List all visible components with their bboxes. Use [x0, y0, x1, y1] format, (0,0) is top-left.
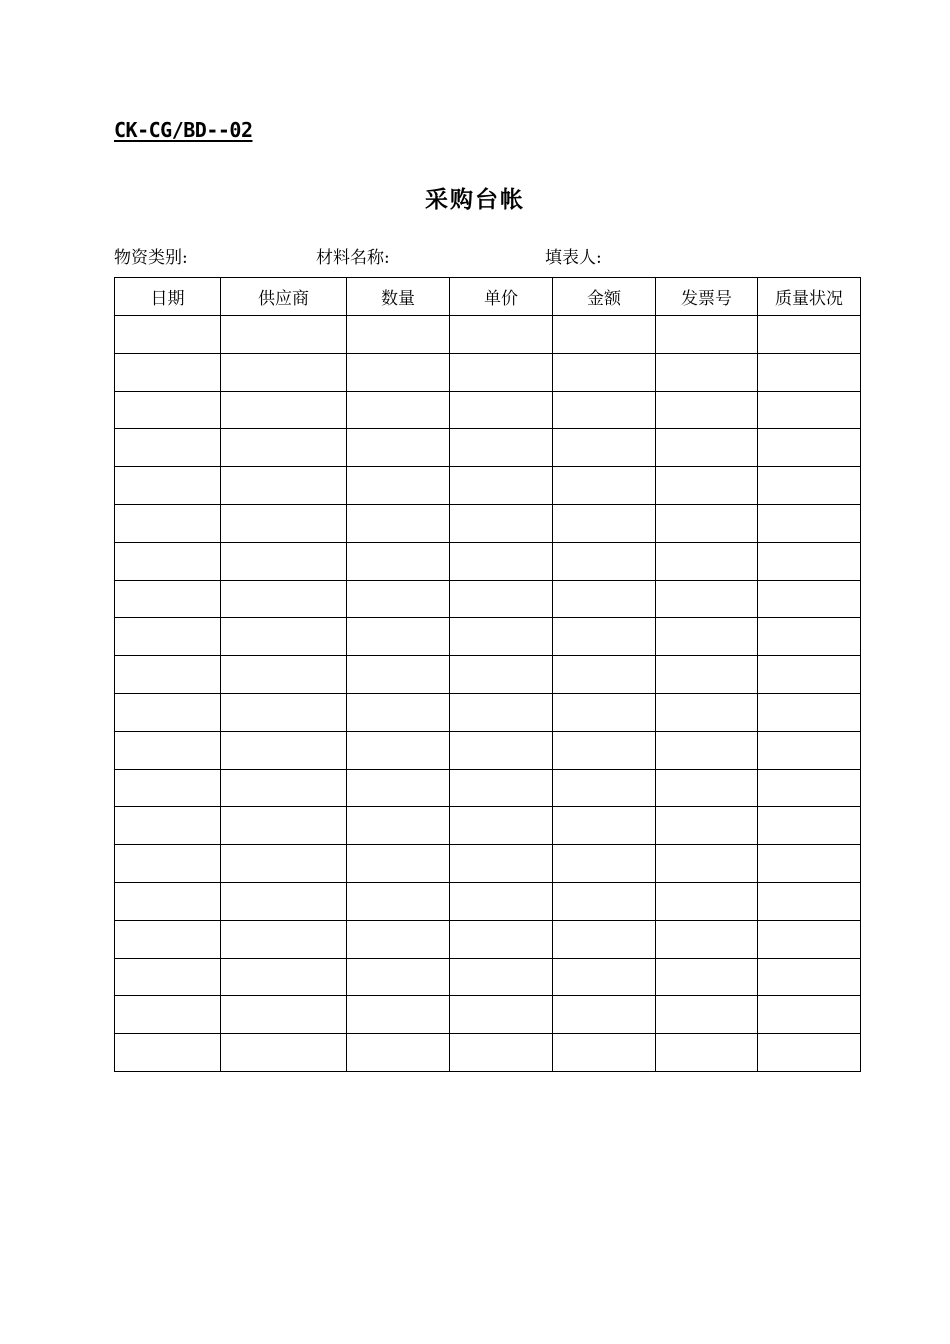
date-cell[interactable]	[115, 958, 221, 996]
purchase-ledger-table	[114, 277, 861, 1072]
quality-status-cell[interactable]	[758, 316, 861, 354]
quantity-cell[interactable]	[347, 580, 450, 618]
quality-status-cell[interactable]	[758, 656, 861, 694]
quantity-cell[interactable]	[347, 656, 450, 694]
date-cell[interactable]	[115, 353, 221, 391]
quality-status-cell[interactable]	[758, 882, 861, 920]
unit-price-cell[interactable]	[450, 618, 553, 656]
amount-cell[interactable]	[553, 580, 656, 618]
quantity-cell[interactable]	[347, 693, 450, 731]
date-cell[interactable]	[115, 316, 221, 354]
table-body	[115, 316, 861, 1072]
date-cell[interactable]	[115, 996, 221, 1034]
column-header-supplier: 供应商	[221, 278, 347, 316]
invoice-number-cell[interactable]	[656, 353, 758, 391]
quantity-cell[interactable]	[347, 958, 450, 996]
date-cell[interactable]	[115, 807, 221, 845]
amount-cell[interactable]	[553, 920, 656, 958]
date-cell[interactable]	[115, 845, 221, 883]
date-cell[interactable]	[115, 391, 221, 429]
amount-cell[interactable]	[553, 731, 656, 769]
quantity-cell[interactable]	[347, 769, 450, 807]
quantity-cell[interactable]	[347, 845, 450, 883]
amount-cell[interactable]	[553, 353, 656, 391]
table-row	[115, 429, 861, 467]
invoice-number-cell[interactable]	[656, 693, 758, 731]
amount-cell[interactable]	[553, 882, 656, 920]
unit-price-cell[interactable]	[450, 882, 553, 920]
quality-status-cell[interactable]	[758, 542, 861, 580]
date-cell[interactable]	[115, 467, 221, 505]
table-row	[115, 391, 861, 429]
unit-price-cell[interactable]	[450, 429, 553, 467]
invoice-number-cell[interactable]	[656, 731, 758, 769]
invoice-number-cell[interactable]	[656, 958, 758, 996]
column-header-invoice-number: 发票号	[656, 278, 758, 316]
date-cell[interactable]	[115, 920, 221, 958]
unit-price-cell[interactable]	[450, 958, 553, 996]
invoice-number-cell[interactable]	[656, 580, 758, 618]
supplier-cell[interactable]	[221, 958, 347, 996]
amount-cell[interactable]	[553, 467, 656, 505]
table-row	[115, 769, 861, 807]
supplier-cell[interactable]	[221, 467, 347, 505]
amount-cell[interactable]	[553, 996, 656, 1034]
invoice-number-cell[interactable]	[656, 845, 758, 883]
invoice-number-cell[interactable]	[656, 504, 758, 542]
invoice-number-cell[interactable]	[656, 542, 758, 580]
quality-status-cell[interactable]	[758, 1034, 861, 1072]
amount-cell[interactable]	[553, 656, 656, 694]
date-cell[interactable]	[115, 693, 221, 731]
supplier-cell[interactable]	[221, 580, 347, 618]
unit-price-cell[interactable]	[450, 920, 553, 958]
date-cell[interactable]	[115, 542, 221, 580]
table-row	[115, 656, 861, 694]
unit-price-cell[interactable]	[450, 391, 553, 429]
table-row	[115, 580, 861, 618]
invoice-number-cell[interactable]	[656, 807, 758, 845]
quality-status-cell[interactable]	[758, 467, 861, 505]
quality-status-cell[interactable]	[758, 845, 861, 883]
unit-price-cell[interactable]	[450, 769, 553, 807]
supplier-cell[interactable]	[221, 731, 347, 769]
invoice-number-cell[interactable]	[656, 996, 758, 1034]
column-header-amount: 金额	[553, 278, 656, 316]
quantity-cell[interactable]	[347, 542, 450, 580]
amount-cell[interactable]	[553, 807, 656, 845]
quality-status-cell[interactable]	[758, 391, 861, 429]
table-row	[115, 353, 861, 391]
invoice-number-cell[interactable]	[656, 467, 758, 505]
table-row	[115, 731, 861, 769]
table-row	[115, 693, 861, 731]
date-cell[interactable]	[115, 769, 221, 807]
amount-cell[interactable]	[553, 542, 656, 580]
supplier-cell[interactable]	[221, 429, 347, 467]
quality-status-cell[interactable]	[758, 693, 861, 731]
supplier-cell[interactable]	[221, 542, 347, 580]
supplier-cell[interactable]	[221, 996, 347, 1034]
amount-cell[interactable]	[553, 693, 656, 731]
amount-cell[interactable]	[553, 958, 656, 996]
table-row	[115, 316, 861, 354]
invoice-number-cell[interactable]	[656, 1034, 758, 1072]
unit-price-cell[interactable]	[450, 504, 553, 542]
date-cell[interactable]	[115, 1034, 221, 1072]
unit-price-cell[interactable]	[450, 580, 553, 618]
table-row	[115, 958, 861, 996]
unit-price-cell[interactable]	[450, 845, 553, 883]
material-name-label: 材料名称:	[316, 248, 390, 268]
date-cell[interactable]	[115, 882, 221, 920]
supplier-cell[interactable]	[221, 769, 347, 807]
invoice-number-cell[interactable]	[656, 391, 758, 429]
quality-status-cell[interactable]	[758, 353, 861, 391]
invoice-number-cell[interactable]	[656, 920, 758, 958]
quality-status-cell[interactable]	[758, 958, 861, 996]
quantity-cell[interactable]	[347, 731, 450, 769]
table-row	[115, 467, 861, 505]
supplier-cell[interactable]	[221, 807, 347, 845]
column-header-quality-status: 质量状况	[758, 278, 861, 316]
unit-price-cell[interactable]	[450, 542, 553, 580]
supplier-cell[interactable]	[221, 618, 347, 656]
unit-price-cell[interactable]	[450, 353, 553, 391]
unit-price-cell[interactable]	[450, 467, 553, 505]
document-code: CK-CG/BD--02	[114, 118, 253, 142]
quality-status-cell[interactable]	[758, 618, 861, 656]
quality-status-cell[interactable]	[758, 504, 861, 542]
invoice-number-cell[interactable]	[656, 882, 758, 920]
date-cell[interactable]	[115, 504, 221, 542]
quantity-cell[interactable]	[347, 618, 450, 656]
supplier-cell[interactable]	[221, 1034, 347, 1072]
invoice-number-cell[interactable]	[656, 656, 758, 694]
unit-price-cell[interactable]	[450, 996, 553, 1034]
quality-status-cell[interactable]	[758, 580, 861, 618]
amount-cell[interactable]	[553, 316, 656, 354]
quantity-cell[interactable]	[347, 1034, 450, 1072]
column-header-unit-price: 单价	[450, 278, 553, 316]
filler-label: 填表人:	[545, 248, 602, 268]
quantity-cell[interactable]	[347, 882, 450, 920]
supplier-cell[interactable]	[221, 656, 347, 694]
column-header-date: 日期	[115, 278, 221, 316]
unit-price-cell[interactable]	[450, 731, 553, 769]
quality-status-cell[interactable]	[758, 429, 861, 467]
quantity-cell[interactable]	[347, 353, 450, 391]
quantity-cell[interactable]	[347, 316, 450, 354]
quality-status-cell[interactable]	[758, 920, 861, 958]
invoice-number-cell[interactable]	[656, 316, 758, 354]
unit-price-cell[interactable]	[450, 693, 553, 731]
supplier-cell[interactable]	[221, 920, 347, 958]
invoice-number-cell[interactable]	[656, 429, 758, 467]
table-row	[115, 618, 861, 656]
date-cell[interactable]	[115, 731, 221, 769]
quantity-cell[interactable]	[347, 996, 450, 1034]
quality-status-cell[interactable]	[758, 996, 861, 1034]
table-row	[115, 845, 861, 883]
table-row	[115, 920, 861, 958]
date-cell[interactable]	[115, 580, 221, 618]
quality-status-cell[interactable]	[758, 807, 861, 845]
amount-cell[interactable]	[553, 391, 656, 429]
quality-status-cell[interactable]	[758, 731, 861, 769]
supplier-cell[interactable]	[221, 882, 347, 920]
amount-cell[interactable]	[553, 618, 656, 656]
unit-price-cell[interactable]	[450, 1034, 553, 1072]
table-row	[115, 504, 861, 542]
supplier-cell[interactable]	[221, 391, 347, 429]
quantity-cell[interactable]	[347, 920, 450, 958]
unit-price-cell[interactable]	[450, 656, 553, 694]
supplier-cell[interactable]	[221, 353, 347, 391]
quantity-cell[interactable]	[347, 391, 450, 429]
table-header-row	[115, 278, 861, 316]
document-title: 采购台帐	[425, 187, 525, 213]
invoice-number-cell[interactable]	[656, 618, 758, 656]
quality-status-cell[interactable]	[758, 769, 861, 807]
quantity-cell[interactable]	[347, 467, 450, 505]
table-row	[115, 807, 861, 845]
supplier-cell[interactable]	[221, 504, 347, 542]
amount-cell[interactable]	[553, 1034, 656, 1072]
amount-cell[interactable]	[553, 769, 656, 807]
unit-price-cell[interactable]	[450, 807, 553, 845]
supplier-cell[interactable]	[221, 845, 347, 883]
invoice-number-cell[interactable]	[656, 769, 758, 807]
quantity-cell[interactable]	[347, 429, 450, 467]
date-cell[interactable]	[115, 656, 221, 694]
supplier-cell[interactable]	[221, 693, 347, 731]
amount-cell[interactable]	[553, 845, 656, 883]
column-header-quantity: 数量	[347, 278, 450, 316]
quantity-cell[interactable]	[347, 504, 450, 542]
date-cell[interactable]	[115, 429, 221, 467]
unit-price-cell[interactable]	[450, 316, 553, 354]
quantity-cell[interactable]	[347, 807, 450, 845]
supplier-cell[interactable]	[221, 316, 347, 354]
amount-cell[interactable]	[553, 504, 656, 542]
amount-cell[interactable]	[553, 429, 656, 467]
category-label: 物资类别:	[114, 248, 188, 268]
table-row	[115, 1034, 861, 1072]
date-cell[interactable]	[115, 618, 221, 656]
table-row	[115, 882, 861, 920]
table-row	[115, 542, 861, 580]
table-row	[115, 996, 861, 1034]
